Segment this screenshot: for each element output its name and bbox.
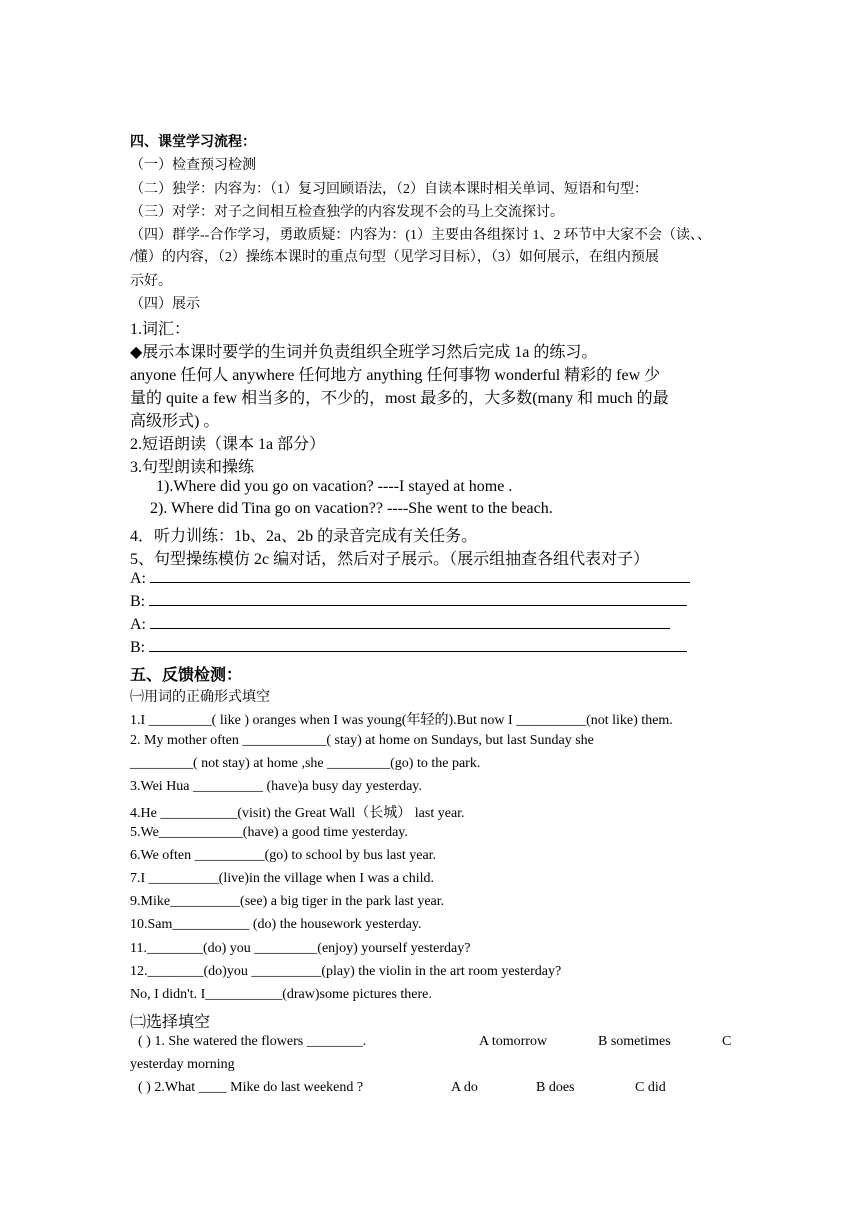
choice-option-c[interactable]: C	[722, 1034, 732, 1049]
dialogue-line	[130, 616, 670, 634]
fill-item: 3.Wei Hua __________ (have)a busy day yesterday.	[130, 779, 422, 794]
answer-blank[interactable]	[150, 616, 670, 629]
listening-task: 4．听力训练：1b、2a、2b 的录音完成有关任务。	[130, 528, 478, 545]
speaker-label: B:	[130, 639, 146, 656]
fill-item: 9.Mike__________(see) a big tiger in the park last year.	[130, 894, 445, 909]
dialogue-task: 5、句型操练模仿 2c 编对话，然后对子展示。（展示组抽查各组代表对子）	[130, 551, 650, 568]
fill-item: 5.We____________(have) a good time yesterday.	[130, 825, 408, 840]
part-heading: ㈡选择填空	[130, 1014, 211, 1031]
sentence-line: 2). Where did Tina go on vacation?? ----She went to the beach.	[150, 500, 553, 517]
fill-item: _________( not stay) at home ,she _________(go) to the park.	[130, 756, 481, 771]
choice-option-a[interactable]: A tomorrow	[479, 1034, 548, 1049]
fill-item: 10.Sam___________ (do) the housework yesterday.	[130, 917, 422, 932]
step-item: 示好。	[130, 274, 172, 289]
choice-stem: ( ) 2.What ____ Mike do last weekend ?	[138, 1080, 364, 1095]
speaker-label: A:	[130, 616, 146, 633]
fill-item: No, I didn't. I___________(draw)some pictures there.	[130, 987, 432, 1002]
dialogue-line	[130, 570, 690, 588]
choice-option-b[interactable]: B sometimes	[598, 1034, 671, 1049]
vocab-line: anyone 任何人 anywhere 任何地方 anything 任何事物 wonderful 精彩的 few 少	[130, 367, 661, 384]
answer-blank[interactable]	[150, 570, 690, 583]
sentence-line: 1).Where did you go on vacation? ----I stayed at home .	[156, 478, 513, 495]
fill-item: 2. My mother often ____________( stay) at home on Sundays, but last Sunday she	[130, 733, 594, 748]
vocab-instruction: ◆展示本课时要学的生词并负责组织全班学习然后完成 1a 的练习。	[130, 344, 598, 361]
choice-option-c[interactable]: C did	[635, 1080, 666, 1095]
vocab-line: 高级形式) 。	[130, 413, 220, 430]
choice-option-b[interactable]: B does	[536, 1080, 575, 1095]
fill-item: 7.I __________(live)in the village when I was a child.	[130, 871, 435, 886]
speaker-label: A:	[130, 570, 146, 587]
sentence-heading: 3.句型朗读和操练	[130, 459, 255, 476]
step-item: /懂）的内容，（2）操练本课时的重点句型（见学习目标），（3）如何展示，在组内预展	[130, 250, 659, 265]
step-item: （三）对学：对子之间相互检查独学的内容发现不会的马上交流探讨。	[130, 205, 564, 220]
section-title: 五、反馈检测：	[130, 667, 243, 684]
choice-stem: ( ) 1. She watered the flowers ________.	[138, 1034, 367, 1049]
step-item: （一）检查预习检测	[130, 158, 256, 173]
dialogue-line	[130, 593, 687, 611]
answer-blank[interactable]	[149, 593, 687, 606]
vocab-heading: 1.词汇：	[130, 321, 191, 338]
section-title: 四、课堂学习流程：	[130, 135, 256, 150]
answer-blank[interactable]	[149, 639, 687, 652]
choice-continuation: yesterday morning	[130, 1057, 235, 1072]
phrase-reading: 2.短语朗读（课本 1a 部分）	[130, 436, 326, 453]
step-item: （四）群学--合作学习，勇敢质疑：内容为：(1）主要由各组探讨 1、2 环节中大家不会（读、、	[130, 228, 711, 243]
step-item: （四）展示	[130, 297, 200, 312]
fill-item: 12.________(do)you __________(play) the violin in the art room yesterday?	[130, 964, 562, 979]
speaker-label: B:	[130, 593, 146, 610]
part-heading: ㈠用词的正确形式填空	[130, 690, 270, 705]
vocab-line: 量的 quite a few 相当多的，不少的，most 最多的，大多数(many 和 much 的最	[130, 390, 669, 407]
step-item: （二）独学：内容为：（1）复习回顾语法，（2）自读本课时相关单词、短语和句型：	[130, 182, 648, 197]
fill-item: 6.We often __________(go) to school by bus last year.	[130, 848, 437, 863]
fill-item: 11.________(do) you _________(enjoy) yourself yesterday?	[130, 941, 471, 956]
fill-item: 1.I _________( like ) oranges when I was young(年轻的).But now I __________(not like) them.	[130, 713, 673, 728]
choice-option-a[interactable]: A do	[451, 1080, 478, 1095]
dialogue-line	[130, 639, 687, 657]
fill-item: 4.He ___________(visit) the Great Wall（长城） last year.	[130, 806, 465, 821]
